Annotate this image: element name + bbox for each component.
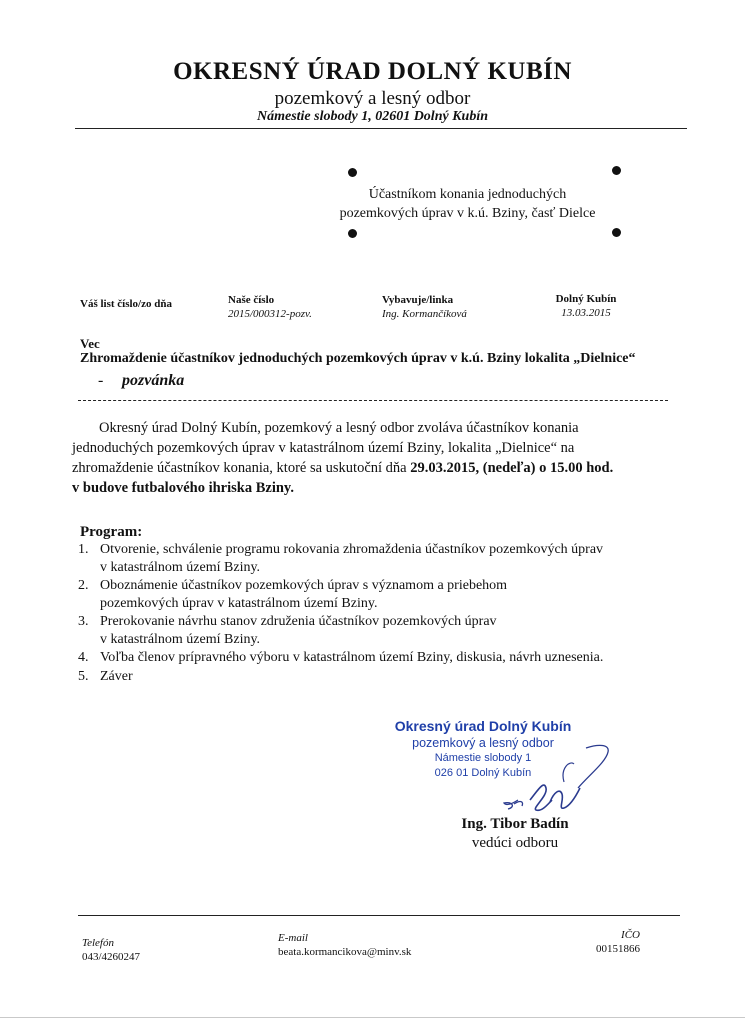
office-address: Námestie slobody 1, 02601 Dolný Kubín — [256, 109, 488, 124]
footer-phone — [82, 936, 140, 964]
date-value: 13.03.2015 — [561, 307, 611, 319]
program-item-number: 1. — [78, 542, 89, 557]
program-item-text: Prerokovanie návrhu stanov združenia účastníkov pozemkových úprav — [100, 614, 497, 629]
footer-ico — [592, 928, 640, 956]
subject-divider — [78, 400, 668, 401]
subject-text: Zhromaždenie účastníkov jednoduchých pozemkových úprav v k.ú. Bziny lokalita „Dielnice“ — [80, 351, 636, 366]
program-item — [78, 541, 678, 576]
your-letter-ref — [80, 297, 172, 311]
program-item-text: v katastrálnom území Bziny. — [100, 631, 261, 647]
body-line — [72, 478, 669, 498]
body-line-text: zhromaždenie účastníkov konania, ktoré sa uskutoční dňa — [72, 460, 411, 476]
program-item — [78, 613, 678, 648]
email-label: E-mail — [278, 932, 308, 944]
body-line: jednoduchých pozemkových úprav v katastrálnom území Bziny, lokalita „Dielnice“ na — [72, 440, 575, 456]
program-item-text: Oboznámenie účastníkov pozemkových úprav s významom a priebehom — [100, 578, 508, 593]
phone-label: Telefón — [82, 937, 114, 949]
program-item-text: Záver — [100, 668, 133, 684]
stamp-line: Námestie slobody 1 — [434, 752, 532, 764]
signer-title: vedúci odboru — [471, 835, 559, 851]
department-name: pozemkový a lesný odbor — [274, 88, 471, 109]
page-bottom-edge — [0, 1017, 745, 1018]
program-item-number: 5. — [78, 668, 89, 684]
subject-label: Vec — [80, 336, 100, 351]
program-item-number: 2. — [78, 578, 89, 593]
our-number-value: 2015/000312-pozv. — [228, 308, 312, 320]
handled-by-label: Vybavuje/linka — [382, 294, 454, 306]
signer-block — [410, 815, 620, 853]
program-item-text: Otvorenie, schválenie programu rokovania zhromaždenia účastníkov pozemkových úprav — [100, 542, 604, 557]
invitation-word: pozvánka — [122, 372, 185, 389]
body-paragraph — [72, 418, 669, 498]
invitation-dash: - — [98, 372, 104, 389]
recipient-block — [300, 185, 635, 223]
meeting-date-time: 29.03.2015, (nedeľa) o 15.00 hod. — [410, 460, 614, 476]
body-line — [72, 458, 669, 478]
our-number-label: Naše číslo — [228, 294, 275, 306]
header-divider — [75, 128, 687, 129]
our-number-ref — [228, 293, 312, 321]
program-item-number: 3. — [78, 614, 89, 629]
footer-email — [278, 931, 411, 959]
window-mark-bottom-right — [612, 228, 621, 237]
email-value: beata.kormancikova@minv.sk — [278, 946, 412, 958]
program-item — [78, 577, 678, 612]
ico-value: 00151866 — [596, 943, 640, 955]
handled-by-value: Ing. Kormančíková — [382, 308, 467, 320]
office-title: OKRESNÝ ÚRAD DOLNÝ KUBÍN — [173, 58, 572, 85]
program-item — [78, 668, 678, 686]
program-item-text: Voľba členov prípravného výboru v katastrálnom území Bziny, diskusia, návrh uznesenia. — [100, 650, 604, 665]
ico-label: IČO — [621, 929, 640, 941]
window-mark-top-left — [348, 168, 357, 177]
handled-by-ref — [382, 293, 467, 321]
recipient-line: Účastníkom konania jednoduchých — [368, 187, 567, 202]
stamp-line: pozemkový a lesný odbor — [412, 736, 554, 750]
program-list — [78, 541, 678, 686]
footer-divider — [78, 915, 680, 916]
place-date-ref — [553, 292, 619, 320]
your-letter-label: Váš list číslo/zo dňa — [80, 298, 172, 310]
program-title: Program: — [80, 524, 143, 540]
program-item-text: pozemkových úprav v katastrálnom území Bziny. — [100, 595, 378, 611]
phone-value: 043/4260247 — [82, 951, 141, 963]
program-item — [78, 649, 678, 667]
place-label: Dolný Kubín — [555, 293, 617, 305]
invitation-line — [98, 372, 184, 390]
stamp-line: Okresný úrad Dolný Kubín — [394, 718, 572, 734]
stamp-line: 026 01 Dolný Kubín — [434, 767, 532, 779]
body-line: Okresný úrad Dolný Kubín, pozemkový a lesný odbor zvoláva účastníkov konania — [99, 420, 579, 436]
window-mark-top-right — [612, 166, 621, 175]
program-item-text: v katastrálnom území Bziny. — [100, 559, 261, 575]
signer-name: Ing. Tibor Badín — [461, 816, 569, 832]
recipient-line: pozemkových úprav v k.ú. Bziny, časť Dielce — [339, 206, 596, 221]
window-mark-bottom-left — [348, 229, 357, 238]
meeting-place: v budove futbalového ihriska Bziny. — [72, 480, 294, 496]
program-item-number: 4. — [78, 650, 89, 665]
